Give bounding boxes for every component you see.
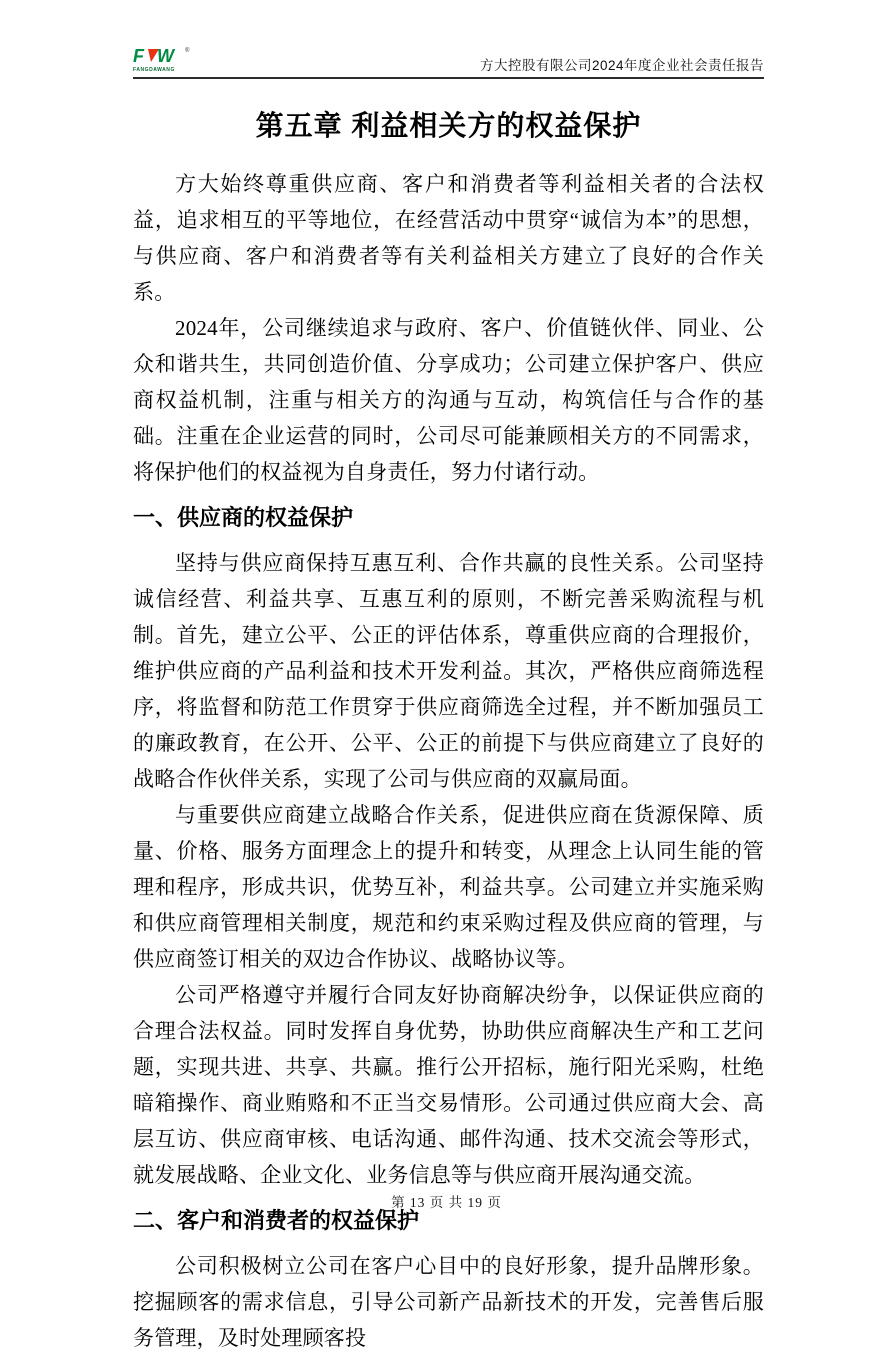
section-heading-customers: 二、客户和消费者的权益保护 [133,1208,420,1233]
paragraph-intro-2: 2024年，公司继续追求与政府、客户、价值链伙伴、同业、公众和谐共生，共同创造价值、分享成功；公司建立保护客户、供应商权益机制，注重与相关方的沟通与互动，构筑信任与合作的基础。注重在企业运营的同时，公司尽可能兼顾相关方的不同需求，将保护他们的权益视为自身责任，努力付诸行动。 [133,316,764,484]
paragraph-suppliers-3: 公司严格遵守并履行合同友好协商解决纷争，以保证供应商的合理合法权益。同时发挥自身优势，协助供应商解决生产和工艺问题，实现共进、共享、共赢。推行公开招标，施行阳光采购，杜绝暗箱操作、商业贿赂和不正当交易情形。公司通过供应商大会、高层互访、供应商审核、电话沟通、邮件沟通、技术交流会等形式，就发展战略、企业文化、业务信息等与供应商开展沟通交流。 [133,983,764,1187]
logo-subtext: FANGDAWANG [133,67,175,73]
page-number: 第 13 页 共 19 页 [391,1195,502,1210]
paragraph-intro-1: 方大始终尊重供应商、客户和消费者等利益相关者的合法权益，追求相互的平等地位，在经营活动中贯穿“诚信为本”的思想，与供应商、客户和消费者等有关利益相关方建立了良好的合作关系。 [133,172,764,304]
page-footer [0,1191,893,1211]
paragraph-suppliers-1: 坚持与供应商保持互惠互利、合作共赢的良性关系。公司坚持诚信经营、利益共享、互惠互利的原则，不断完善采购流程与机制。首先，建立公平、公正的评估体系，尊重供应商的合理报价，维护供应商的产品利益和技术开发利益。其次，严格供应商筛选程序，将监督和防范工作贯穿于供应商筛选全过程，并不断加强员工的廉政教育，在公开、公平、公正的前提下与供应商建立了良好的战略合作伙伴关系，实现了公司与供应商的双赢局面。 [133,551,764,791]
page-header [133,46,764,79]
document-body [133,166,764,1356]
logo-letter-f: F [133,46,144,66]
logo-registered-mark: ® [185,48,190,54]
chapter-title: 第五章 利益相关方的权益保护 [255,110,642,141]
fangdawang-logo-icon [133,46,193,74]
logo-letter-w: W [157,46,174,66]
paragraph-suppliers-2: 与重要供应商建立战略合作关系，促进供应商在货源保障、质量、价格、服务方面理念上的提升和转变，从理念上认同生能的管理和程序，形成共识，优势互补，利益共享。公司建立并实施采购和供应商管理相关制度，规范和约束采购过程及供应商的管理，与供应商签订相关的双边合作协议、战略协议等。 [133,803,764,971]
report-header-title: 方大控股有限公司2024年度企业社会责任报告 [479,57,764,73]
section-heading-suppliers: 一、供应商的权益保护 [133,505,354,530]
paragraph-customers-1: 公司积极树立公司在客户心目中的良好形象，提升品牌形象。挖掘顾客的需求信息，引导公司新产品新技术的开发，完善售后服务管理，及时处理顾客投 [133,1254,764,1350]
